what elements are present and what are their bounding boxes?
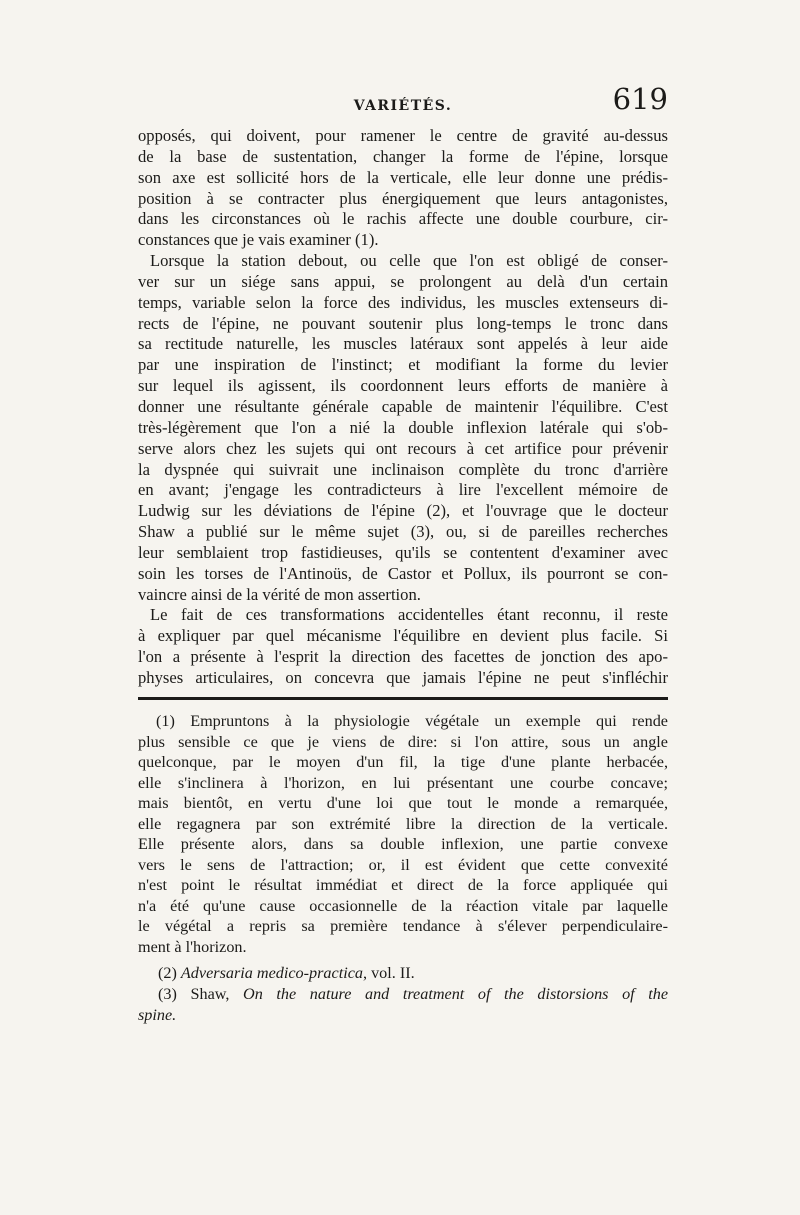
text-line: par une inspiration de l'instinct; et modifiant la forme du levier <box>138 355 668 375</box>
footnote-line: elle regagnera par son extrémité libre la direction de la verticale. <box>138 814 668 833</box>
footnote-2 <box>138 963 668 984</box>
text-line: ver sur un siége sans appui, se prolongent au delà d'un certain <box>138 271 668 291</box>
footnote-line: ment à l'horizon. <box>138 937 247 956</box>
footnote-line: plus sensible ce que je viens de dire: si l'on attire, sous un angle <box>138 732 668 751</box>
footnote-3-title-end: spine. <box>138 1006 177 1024</box>
footnote-3-number: (3) <box>158 985 177 1003</box>
text-line: position à se contracter plus énergiquement que leurs antagonistes, <box>138 188 668 208</box>
footnote-line: mais bientôt, en vertu d'une loi que tout le monde a remarquée, <box>138 794 668 812</box>
text-line: vaincre ainsi de la vérité de mon assertion. <box>138 584 421 604</box>
text-line: Le fait de ces transformations accidentelles étant reconnu, il reste <box>150 605 668 625</box>
text-line: donner une résultante générale capable de maintenir l'équilibre. C'est <box>138 396 668 416</box>
text-line: opposés, qui doivent, pour ramener le centre de gravité au-dessus <box>138 126 668 145</box>
footnote-3 <box>138 984 668 1005</box>
text-line: rects de l'épine, ne pouvant soutenir plus long-temps le tronc dans <box>138 313 668 333</box>
footnote-line: le végétal a repris sa première tendance à s'élever perpendiculaire- <box>138 917 668 935</box>
footnote-line: n'est point le résultat immédiat et direct de la force appliquée qui <box>138 876 668 894</box>
text-line: sa rectitude naturelle, les muscles latéraux sont appelés à leur aide <box>138 334 668 354</box>
text-line: très-légèrement que l'on a nié la double inflexion latérale qui s'ob- <box>138 417 668 437</box>
text-line: temps, variable selon la force des individus, les muscles extenseurs di- <box>138 292 668 312</box>
text-line: à expliquer par quel mécanisme l'équilibre en devient plus facile. Si <box>138 626 668 646</box>
footnote-line: Elle présente alors, dans sa double inflexion, une partie convexe <box>138 835 668 853</box>
text-line: constances que je vais examiner (1). <box>138 230 379 250</box>
text-line: la dyspnée qui suivrait une inclinaison complète du tronc d'arrière <box>138 459 668 479</box>
footnote-2-number: (2) <box>158 964 177 982</box>
footnote-line: (1) Empruntons à la physiologie végétale un exemple qui rende <box>156 712 668 730</box>
footnote-references <box>138 963 668 1026</box>
footnote-line: n'a été qu'une cause occasionnelle de la réaction vitale par laquelle <box>138 896 668 915</box>
footnote-line: vers le sens de l'attraction; or, il est évident que cette convexité <box>138 855 668 874</box>
page-header <box>138 82 668 122</box>
footnote-3-author: Shaw, <box>190 985 230 1003</box>
footnote-3-continuation <box>138 1005 668 1026</box>
footnote-2-volume: , vol. II. <box>362 964 415 982</box>
text-line: de la base de sustentation, changer la forme de l'épine, lorsque <box>138 146 668 166</box>
text-line: serve alors chez les sujets qui ont recours à cet artifice pour prévenir <box>138 438 668 458</box>
text-line: sur lequel ils agissent, ils coordonnent leurs efforts de manière à <box>138 376 668 396</box>
footnote-2-title: Adversaria medico-practica <box>180 964 363 982</box>
text-line: physes articulaires, on concevra que jamais l'épine ne peut s'infléchir <box>138 667 668 687</box>
text-line: son axe est sollicité hors de la verticale, elle leur donne une prédis- <box>138 167 668 187</box>
footnote-1 <box>138 711 668 957</box>
footnote-3-title: On the nature and treatment of the distorsions of the <box>243 985 669 1003</box>
footnote-line: quelconque, par le moyen d'un fil, la tige d'une plante herbacée, <box>138 753 668 771</box>
main-text <box>138 126 668 689</box>
footnote-separator <box>138 697 668 700</box>
text-line: dans les circonstances où le rachis affecte une double courbure, cir- <box>138 209 668 229</box>
running-title: VARIÉTÉS. <box>353 98 453 114</box>
text-line: Shaw a publié sur le même sujet (3), ou, si de pareilles recherches <box>138 522 668 542</box>
text-line: leur semblaient trop fastidieuses, qu'ils se contentent d'examiner avec <box>138 542 668 562</box>
footnote-line: elle s'inclinera à l'horizon, en lui présentant une courbe concave; <box>138 773 668 792</box>
text-line: Lorsque la station debout, ou celle que l'on est obligé de conser- <box>150 251 668 271</box>
page-number: 619 <box>612 82 668 116</box>
text-line: l'on a présente à l'esprit la direction des facettes de jonction des apo- <box>138 647 668 667</box>
text-line: en avant; j'engage les contradicteurs à lire l'excellent mémoire de <box>138 480 668 500</box>
text-line: soin les torses de l'Antinoüs, de Castor et Pollux, ils pourront se con- <box>138 563 668 583</box>
text-line: Ludwig sur les déviations de l'épine (2), et l'ouvrage que le docteur <box>138 501 668 521</box>
